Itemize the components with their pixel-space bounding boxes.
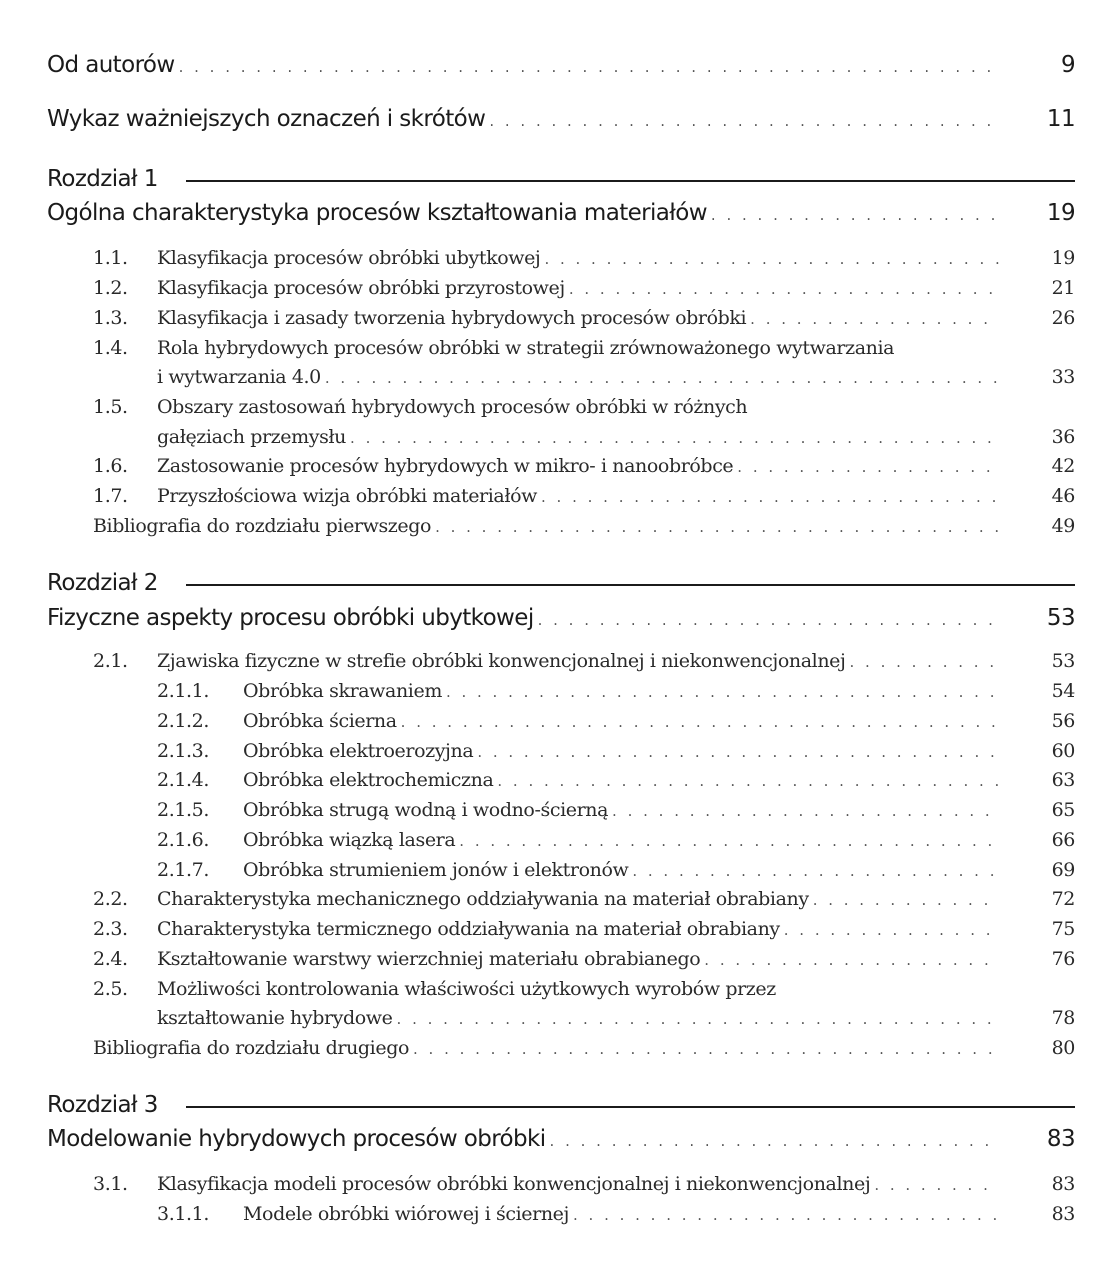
entry-number: 1.1. [93,247,128,269]
toc-entry[interactable] [47,978,1075,1000]
entry-page: 11 [1046,106,1075,132]
leader-dots [325,369,999,387]
chapter-label [47,1092,1075,1118]
entry-number: 2.1. [93,650,128,672]
entry-page: 49 [1051,515,1075,537]
entry-page: 69 [1051,859,1075,881]
leader-dots [874,1176,999,1194]
entry-number: 2.5. [93,978,128,1000]
entry-number: 2.1.5. [157,799,209,821]
entry-number: 1.6. [93,455,128,477]
entry-page: 36 [1051,426,1075,448]
toc-entry[interactable] [47,888,1075,910]
entry-page: 42 [1051,455,1075,477]
toc-entry[interactable] [47,1203,1075,1225]
entry-page: 54 [1051,680,1075,702]
entry-title: Od autorów [47,52,175,78]
leader-dots [497,772,999,790]
entry-page: 19 [1046,200,1075,226]
entry-title: Obróbka elektroerozyjna [243,740,474,762]
chapter-title: Fizyczne aspekty procesu obróbki ubytkowej [47,605,534,631]
entry-page: 53 [1051,650,1075,672]
toc-front-entry[interactable] [47,106,1075,132]
leader-dots [541,488,999,506]
entry-page: 26 [1051,307,1075,329]
leader-dots [632,862,999,880]
leader-dots [573,1206,999,1224]
toc-front-entry[interactable] [47,52,1075,78]
toc-entry[interactable] [47,859,1075,881]
toc-bibliography[interactable] [47,1037,1075,1059]
entry-page: 53 [1046,605,1075,631]
leader-dots [544,250,999,268]
entry-title: Wykaz ważniejszych oznaczeń i skrótów [47,106,486,132]
chapter-rule [186,1106,1075,1108]
entry-number: 1.2. [93,277,128,299]
entry-number: 1.5. [93,396,128,418]
leader-dots [737,458,999,476]
chapter-rule [186,180,1075,182]
entry-title: Klasyfikacja procesów obróbki ubytkowej [157,247,541,269]
leader-dots [850,653,1000,671]
entry-page: 65 [1051,799,1075,821]
toc-entry[interactable] [47,307,1075,329]
entry-title: Charakterystyka mechanicznego oddziaływania na materiał obrabiany [157,888,809,910]
leader-dots [489,112,999,130]
entry-page: 21 [1051,277,1075,299]
toc-entry[interactable] [47,396,1075,418]
entry-page: 66 [1051,829,1075,851]
entry-page: 33 [1051,366,1075,388]
entry-number: 2.4. [93,948,128,970]
leader-dots [350,429,999,447]
entry-page: 60 [1051,740,1075,762]
entry-number: 2.1.2. [157,710,209,732]
toc-entry[interactable] [47,277,1075,299]
leader-dots [477,743,999,761]
toc-entry[interactable] [47,769,1075,791]
entry-title: Przyszłościowa wizja obróbki materiałów [157,485,538,507]
entry-page: 80 [1051,1037,1075,1059]
toc-entry[interactable] [47,485,1075,507]
entry-title: Klasyfikacja modeli procesów obróbki konwencjonalnej i niekonwencjonalnej [157,1173,871,1195]
chapter-label-text: Rozdział 3 [47,1092,158,1118]
entry-number: 2.3. [93,918,128,940]
entry-page: 72 [1051,888,1075,910]
leader-dots [538,611,999,629]
chapter-title-entry[interactable] [47,200,1075,226]
leader-dots [446,683,999,701]
toc-entry[interactable] [47,247,1075,269]
leader-dots [711,206,999,224]
entry-title: Klasyfikacja procesów obróbki przyrostowej [157,277,565,299]
entry-number: 1.4. [93,337,128,359]
chapter-title-entry[interactable] [47,605,1075,631]
entry-page: 19 [1051,247,1075,269]
leader-dots [612,802,999,820]
entry-number: 1.3. [93,307,128,329]
chapter-label-text: Rozdział 2 [47,570,158,596]
toc-entry[interactable] [47,710,1075,732]
entry-number: 3.1. [93,1173,128,1195]
entry-title: Obszary zastosowań hybrydowych procesów obróbki w różnych [157,396,748,418]
leader-dots [550,1132,999,1150]
toc-entry[interactable] [47,829,1075,851]
chapter-title-entry[interactable] [47,1126,1075,1152]
entry-number: 2.1.4. [157,769,209,791]
entry-title: Kształtowanie warstwy wierzchniej materiału obrabianego [157,948,701,970]
leader-dots [401,713,999,731]
entry-title: Rola hybrydowych procesów obróbki w strategii zrównoważonego wytwarzania [157,337,895,359]
leader-dots [784,921,999,939]
entry-title-continuation: gałęziach przemysłu [157,426,347,448]
entry-number: 3.1.1. [157,1203,209,1225]
bibliography-title: Bibliografia do rozdziału drugiego [93,1037,409,1059]
toc-entry[interactable] [47,948,1075,970]
entry-title: Obróbka elektrochemiczna [243,769,494,791]
entry-page: 56 [1051,710,1075,732]
entry-page: 78 [1051,1007,1075,1029]
entry-page: 9 [1060,52,1075,78]
entry-number: 1.7. [93,485,128,507]
entry-title-continuation: i wytwarzania 4.0 [157,366,321,388]
toc-entry[interactable] [47,455,1075,477]
toc-bibliography[interactable] [47,515,1075,537]
entry-title: Obróbka strugą wodną i wodno-ścierną [243,799,609,821]
toc-entry[interactable] [47,918,1075,940]
toc-entry[interactable] [47,799,1075,821]
leader-dots [413,1040,999,1058]
entry-title: Charakterystyka termicznego oddziaływania na materiał obrabiany [157,918,780,940]
leader-dots [569,280,999,298]
entry-number: 2.1.1. [157,680,209,702]
leader-dots [813,891,999,909]
chapter-label [47,166,1075,192]
entry-title: Obróbka wiązką lasera [243,829,456,851]
entry-title-continuation: kształtowanie hybrydowe [157,1007,393,1029]
toc-entry-continuation[interactable] [47,1007,1075,1029]
entry-page: 76 [1051,948,1075,970]
entry-page: 83 [1051,1203,1075,1225]
toc-entry[interactable] [47,650,1075,672]
chapter-label-text: Rozdział 1 [47,166,158,192]
entry-page: 63 [1051,769,1075,791]
entry-number: 2.2. [93,888,128,910]
entry-title: Obróbka strumieniem jonów i elektronów [243,859,629,881]
chapter-rule [186,584,1075,586]
leader-dots [397,1010,999,1028]
leader-dots [704,951,999,969]
entry-page: 83 [1051,1173,1075,1195]
entry-number: 2.1.3. [157,740,209,762]
bibliography-title: Bibliografia do rozdziału pierwszego [93,515,432,537]
entry-title: Możliwości kontrolowania właściwości użytkowych wyrobów przez [157,978,776,1000]
chapter-title: Ogólna charakterystyka procesów kształtowania materiałów [47,200,707,226]
entry-title: Modele obróbki wiórowej i ściernej [243,1203,569,1225]
leader-dots [459,832,999,850]
toc-entry[interactable] [47,740,1075,762]
entry-title: Zastosowanie procesów hybrydowych w mikro- i nanoobróbce [157,455,734,477]
leader-dots [179,58,999,76]
entry-title: Obróbka ścierna [243,710,397,732]
entry-page: 46 [1051,485,1075,507]
entry-title: Klasyfikacja i zasady tworzenia hybrydowych procesów obróbki [157,307,747,329]
entry-page: 83 [1046,1126,1075,1152]
chapter-title: Modelowanie hybrydowych procesów obróbki [47,1126,546,1152]
entry-title: Zjawiska fizyczne w strefie obróbki konwencjonalnej i niekonwencjonalnej [157,650,846,672]
toc-entry[interactable] [47,337,1075,359]
entry-number: 2.1.7. [157,859,209,881]
toc-entry[interactable] [47,1173,1075,1195]
entry-number: 2.1.6. [157,829,209,851]
entry-title: Obróbka skrawaniem [243,680,442,702]
leader-dots [435,518,999,536]
leader-dots [750,310,999,328]
toc-entry[interactable] [47,680,1075,702]
chapter-label [47,570,1075,596]
toc-entry-continuation[interactable] [47,426,1075,448]
toc-entry-continuation[interactable] [47,366,1075,388]
entry-page: 75 [1051,918,1075,940]
